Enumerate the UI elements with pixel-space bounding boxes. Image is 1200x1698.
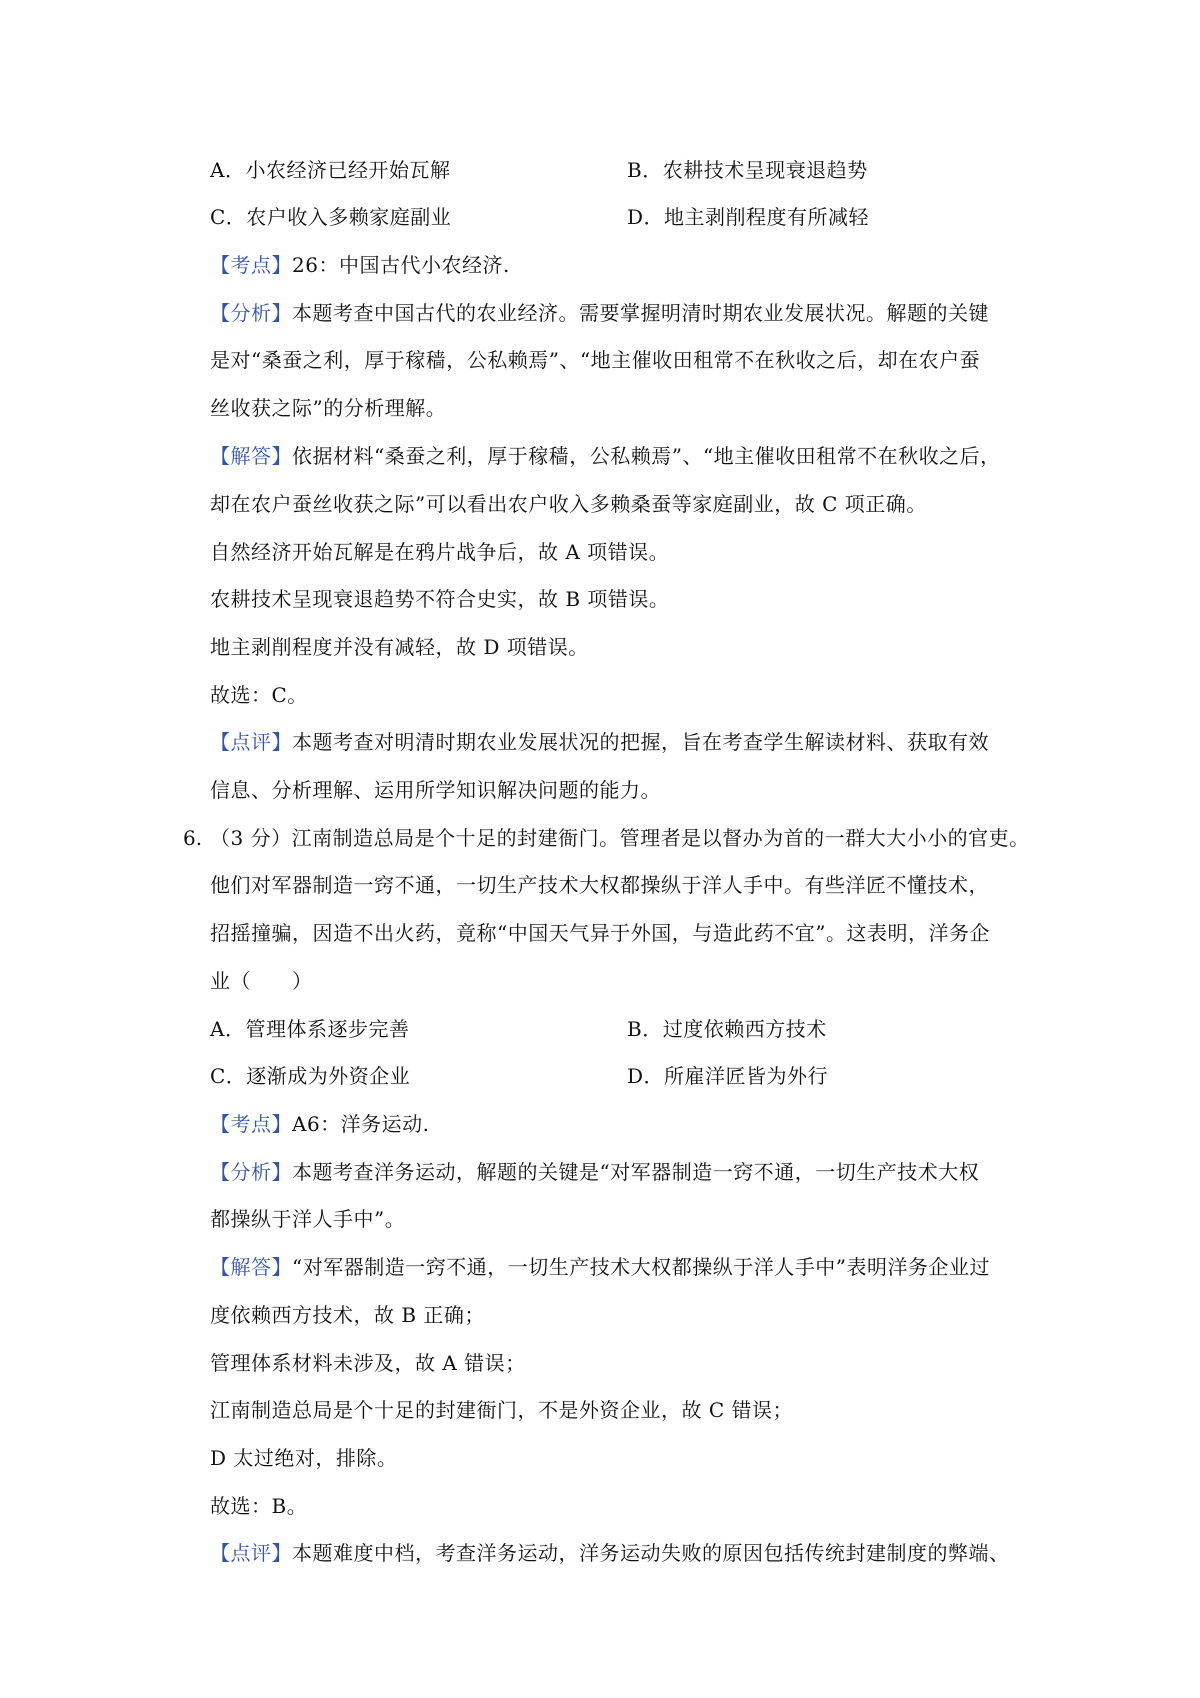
q6-kaodian: 【考点】A6：洋务运动. [210, 1112, 430, 1136]
q6-stem-line: 招摇撞骗，因造不出火药，竟称“中国天气异于外国，与造此药不宜”。这表明，洋务企 [210, 921, 990, 945]
q6-jieda-line: 度依赖西方技术，故 B 正确； [210, 1303, 485, 1327]
q5-jieda-line: 却在农户蚕丝收获之际”可以看出农户收入多赖桑蚕等家庭副业，故 C 项正确。 [210, 492, 927, 516]
q5-jieda-line: 农耕技术呈现衰退趋势不符合史实，故 B 项错误。 [210, 587, 670, 611]
q5-option-c: C．农户收入多赖家庭副业 [210, 205, 452, 229]
q5-dianping: 【点评】本题考查对明清时期农业发展状况的把握，旨在考查学生解读材料、获取有效 [210, 730, 989, 754]
jieda-tag: 【解答】 [210, 444, 292, 468]
jieda-tag: 【解答】 [210, 1255, 292, 1279]
q6-jieda: 【解答】“对军器制造一窍不通，一切生产技术大权都操纵于洋人手中”表明洋务企业过 [210, 1255, 990, 1279]
q5-kaodian: 【考点】26：中国古代小农经济. [210, 253, 510, 277]
q6-jieda-line: 江南制造总局是个十足的封建衙门，不是外资企业，故 C 错误； [210, 1398, 794, 1422]
q6-stem-line: 他们对军器制造一窍不通，一切生产技术大权都操纵于洋人手中。有些洋匠不懂技术， [210, 873, 989, 897]
q6-stem-line: 业（ ） [210, 969, 313, 993]
kaodian-tag: 【考点】 [210, 1112, 292, 1136]
fenxi-tag: 【分析】 [210, 1160, 292, 1184]
q5-fenxi-line: 丝收获之际”的分析理解。 [210, 396, 447, 420]
q6-option-a: A．管理体系逐步完善 [210, 1017, 410, 1041]
q5-fenxi-line: 是对“桑蚕之利，厚于稼穑，公私赖焉”、“地主催收田租常不在秋收之后，却在农户蚕 [210, 348, 981, 372]
q6-option-d: D．所雇洋匠皆为外行 [627, 1064, 829, 1088]
dianping-tag: 【点评】 [210, 1541, 292, 1565]
q5-dianping-line: 信息、分析理解、运用所学知识解决问题的能力。 [210, 778, 661, 802]
fenxi-tag: 【分析】 [210, 301, 292, 325]
q6-dianping: 【点评】本题难度中档，考查洋务运动，洋务运动失败的原因包括传统封建制度的弊端、 [210, 1541, 1010, 1565]
q6-fenxi: 【分析】本题考查洋务运动，解题的关键是“对军器制造一窍不通，一切生产技术大权 [210, 1160, 980, 1184]
q5-jieda-line: 地主剥削程度并没有减轻，故 D 项错误。 [210, 635, 589, 659]
q6-answer: 故选：B。 [210, 1494, 308, 1518]
q6-jieda-line: 管理体系材料未涉及，故 A 错误； [210, 1351, 526, 1375]
q6-option-c: C．逐渐成为外资企业 [210, 1064, 411, 1088]
q5-option-b: B．农耕技术呈现衰退趋势 [627, 158, 868, 182]
dianping-tag: 【点评】 [210, 730, 292, 754]
q6-fenxi-line: 都操纵于洋人手中”。 [210, 1207, 406, 1231]
q5-fenxi: 【分析】本题考查中国古代的农业经济。需要掌握明清时期农业发展状况。解题的关键 [210, 301, 989, 325]
q6-jieda-line: D 太过绝对，排除。 [210, 1446, 398, 1470]
q5-jieda: 【解答】依据材料“桑蚕之利，厚于稼穑，公私赖焉”、“地主催收田租常不在秋收之后， [210, 444, 1001, 468]
kaodian-tag: 【考点】 [210, 253, 292, 277]
q5-option-d: D．地主剥削程度有所减轻 [627, 205, 870, 229]
q6-number: 6. [183, 826, 203, 850]
q6-option-b: B．过度依赖西方技术 [627, 1017, 827, 1041]
q5-jieda-line: 自然经济开始瓦解是在鸦片战争后，故 A 项错误。 [210, 540, 670, 564]
q6-stem-line: （3 分）江南制造总局是个十足的封建衙门。管理者是以督办为首的一群大大小小的官吏。 [210, 826, 1030, 850]
q5-answer: 故选：C。 [210, 683, 308, 707]
q5-option-a: A．小农经济已经开始瓦解 [210, 158, 451, 182]
